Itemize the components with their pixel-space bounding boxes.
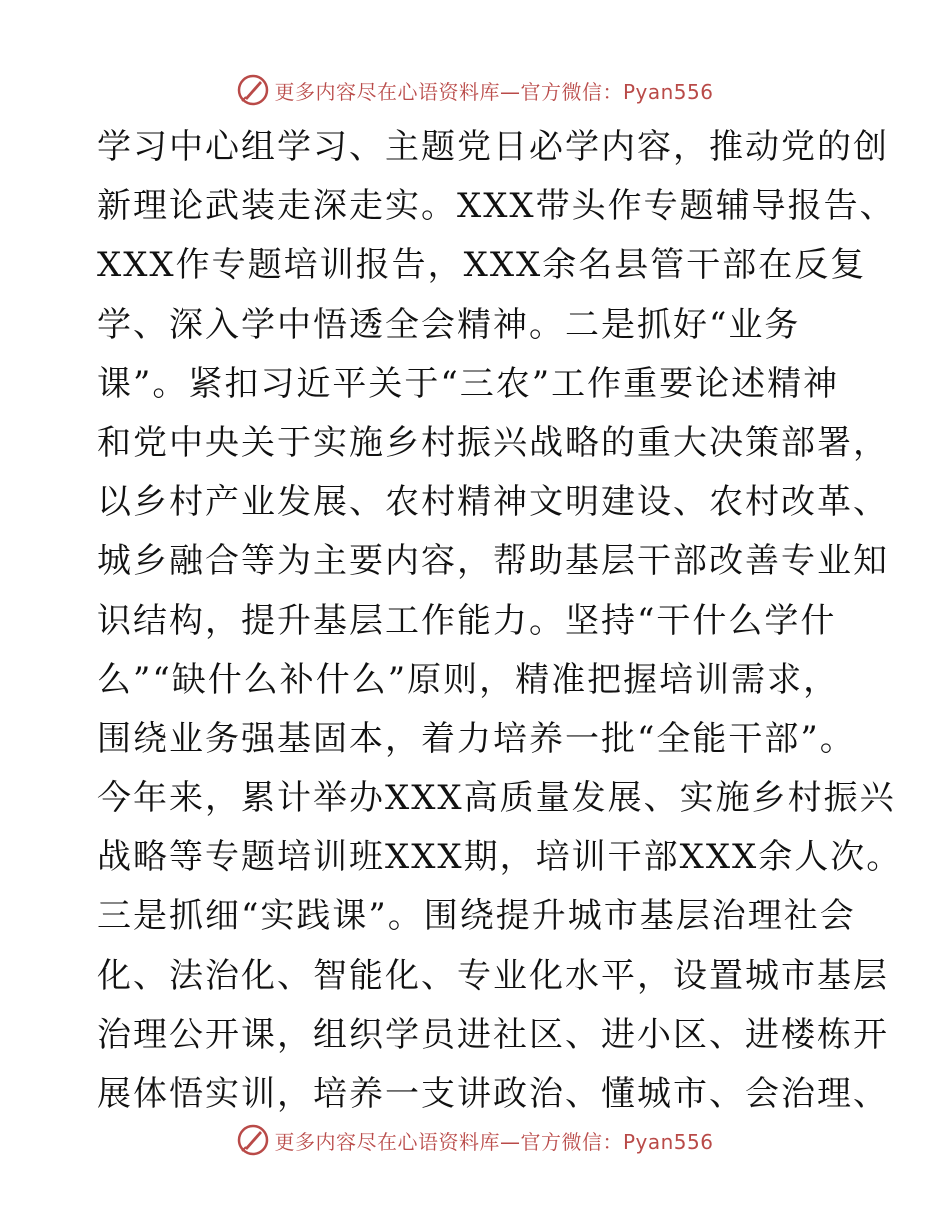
header-watermark-banner: [0, 70, 950, 110]
body-line: 今年来，累计举办XXX高质量发展、实施乡村振兴: [97, 778, 896, 819]
body-line: 化、法治化、智能化、专业化水平，设置城市基层: [97, 955, 889, 996]
body-line: 三是抓细“实践课”。围绕提升城市基层治理社会: [97, 896, 856, 937]
body-line: 治理公开课，组织学员进社区、进小区、进楼栋开: [97, 1014, 889, 1055]
body-line: 课”。紧扣习近平关于“三农”工作重要论述精神: [97, 363, 840, 404]
red-quill-logo-icon: [236, 1123, 270, 1157]
body-line: 识结构，提升基层工作能力。坚持“干什么学什: [97, 600, 837, 641]
body-line: 和党中央关于实施乡村振兴战略的重大决策部署，: [97, 422, 889, 463]
body-line: 以乡村产业发展、农村精神文明建设、农村改革、: [97, 482, 889, 523]
body-line: 新理论武装走深走实。XXX带头作专题辅导报告、: [97, 186, 896, 227]
footer-watermark-banner: [0, 1120, 950, 1160]
body-line: 么”“缺什么补什么”原则，精准把握培训需求，: [97, 659, 840, 700]
header-watermark-text: 更多内容尽在心语资料库—官方微信：Pyan556: [274, 79, 714, 104]
red-quill-logo-icon: [236, 73, 270, 107]
footer-watermark-text: 更多内容尽在心语资料库—官方微信：Pyan556: [274, 1129, 714, 1154]
body-line: 城乡融合等为主要内容，帮助基层干部改善专业知: [97, 541, 889, 582]
body-line: 学习中心组学习、主题党日必学内容，推动党的创: [97, 127, 889, 167]
body-line: 展体悟实训，培养一支讲政治、懂城市、会治理、: [97, 1074, 889, 1114]
body-line: 围绕业务强基固本，着力培养一批“全能干部”。: [97, 718, 856, 759]
body-line: XXX作专题培训报告，XXX余名县管干部在反复: [97, 245, 867, 286]
body-line: 学、深入学中悟透全会精神。二是抓好“业务: [97, 304, 801, 345]
document-body: [97, 118, 903, 1124]
body-line: 战略等专题培训班XXX期，培训干部XXX余人次。: [97, 837, 903, 878]
